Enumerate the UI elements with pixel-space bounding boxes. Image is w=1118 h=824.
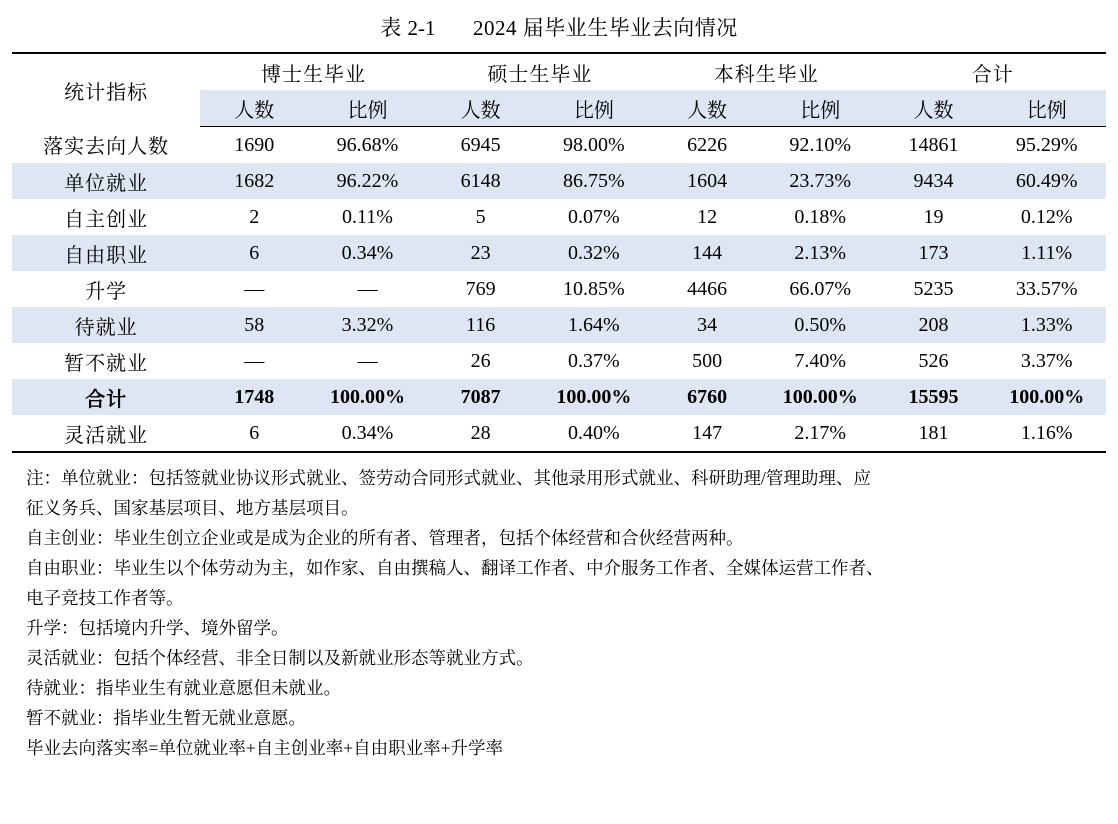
cell: 7087 <box>427 379 535 415</box>
cell: 0.34% <box>308 415 426 452</box>
table-row <box>12 127 1106 164</box>
cell: 173 <box>880 235 988 271</box>
cell: 6148 <box>427 163 535 199</box>
cell: 0.32% <box>535 235 653 271</box>
cell: — <box>357 349 378 372</box>
cell: 96.68% <box>336 133 399 156</box>
cell: 12 <box>697 205 718 228</box>
cell: 769 <box>465 277 496 300</box>
cell: 92.10% <box>789 133 852 156</box>
cell: 0.40% <box>535 415 653 452</box>
cell: 19 <box>923 205 944 228</box>
table-title-number: 2-1 <box>407 16 436 40</box>
table-row <box>12 163 1106 199</box>
table-row <box>12 271 1106 307</box>
cell: 6 <box>200 415 308 452</box>
cell: 1690 <box>234 133 275 156</box>
note-line: 灵活就业：包括个体经营、非全日制以及新就业形态等就业方式。 <box>26 648 534 668</box>
cell: 5235 <box>913 277 954 300</box>
cell: 0.34% <box>308 235 426 271</box>
row-label: 待就业 <box>12 307 200 343</box>
cell: 6945 <box>460 133 501 156</box>
cell: 0.50% <box>761 307 879 343</box>
cell: 86.75% <box>535 163 653 199</box>
cell: 9434 <box>880 163 988 199</box>
header-sub-6: 人数 <box>880 90 988 127</box>
row-label: 升学 <box>85 280 128 303</box>
cell: 95.29% <box>1015 133 1078 156</box>
graduate-destination-table <box>12 52 1106 453</box>
header-group-0: 博士生毕业 <box>200 53 426 90</box>
cell: 33.57% <box>1015 277 1078 300</box>
cell: — <box>244 349 265 372</box>
note-line: 暂不就业：指毕业生暂无就业意愿。 <box>26 708 306 728</box>
note-line: 自由职业：毕业生以个体劳动为主，如作家、自由撰稿人、翻译工作者、中介服务工作者、全媒体运营工作者、 <box>26 558 884 578</box>
cell: 7.40% <box>794 349 847 372</box>
cell: 1.64% <box>535 307 653 343</box>
cell: 1682 <box>200 163 308 199</box>
cell: 100.00% <box>987 379 1106 415</box>
cell: 96.22% <box>308 163 426 199</box>
cell: 23 <box>427 235 535 271</box>
cell: 98.00% <box>563 133 625 156</box>
cell: 6760 <box>653 379 761 415</box>
cell: 60.49% <box>987 163 1106 199</box>
table-notes <box>26 463 1098 763</box>
row-label: 暂不就业 <box>64 352 149 375</box>
cell: 34 <box>653 307 761 343</box>
table-title <box>12 12 1106 42</box>
note-line: 待就业：指毕业生有就业意愿但未就业。 <box>26 678 341 698</box>
row-label: 自由职业 <box>12 235 200 271</box>
header-sub-3: 比例 <box>535 90 653 127</box>
cell: 526 <box>918 349 949 372</box>
cell: 6 <box>200 235 308 271</box>
cell: 1.16% <box>987 415 1106 452</box>
table-header-groups <box>12 53 1106 90</box>
note-line: 自主创业：毕业生创立企业或是成为企业的所有者、管理者，包括个体经营和合伙经营两种。 <box>26 528 744 548</box>
cell: 66.07% <box>789 277 852 300</box>
cell: 26 <box>470 349 491 372</box>
header-sub-7: 比例 <box>987 90 1106 127</box>
cell: 2 <box>249 205 260 228</box>
header-group-3: 合计 <box>880 53 1107 90</box>
cell: 1604 <box>653 163 761 199</box>
cell: 0.11% <box>342 205 393 228</box>
row-label: 单位就业 <box>12 163 200 199</box>
note-line: 升学：包括境内升学、境外留学。 <box>26 618 289 638</box>
cell: 10.85% <box>563 277 625 300</box>
cell: 100.00% <box>308 379 426 415</box>
cell: 147 <box>653 415 761 452</box>
note-line: 电子竞技工作者等。 <box>26 588 184 608</box>
header-corner-label: 统计指标 <box>12 53 200 127</box>
row-label: 落实去向人数 <box>43 136 170 159</box>
cell: 100.00% <box>535 379 653 415</box>
cell: 0.18% <box>794 205 847 228</box>
cell: 6226 <box>687 133 728 156</box>
cell: 144 <box>653 235 761 271</box>
cell: 4466 <box>687 277 728 300</box>
cell: 1.33% <box>987 307 1106 343</box>
table-row <box>12 199 1106 235</box>
header-group-1: 硕士生毕业 <box>427 53 653 90</box>
cell: 0.07% <box>568 205 620 228</box>
cell: 58 <box>200 307 308 343</box>
cell: 1748 <box>200 379 308 415</box>
cell: 15595 <box>880 379 988 415</box>
cell: 14861 <box>908 133 959 156</box>
table-row <box>12 307 1106 343</box>
header-sub-5: 比例 <box>761 90 879 127</box>
cell: 500 <box>692 349 723 372</box>
row-label: 合计 <box>12 379 200 415</box>
header-sub-1: 比例 <box>308 90 426 127</box>
table-row <box>12 415 1106 452</box>
note-line: 毕业去向落实率=单位就业率+自主创业率+自由职业率+升学率 <box>26 738 503 758</box>
table-row <box>12 235 1106 271</box>
cell: — <box>244 277 265 300</box>
table-row <box>12 379 1106 415</box>
cell: 208 <box>880 307 988 343</box>
cell: 2.13% <box>761 235 879 271</box>
cell: 3.32% <box>308 307 426 343</box>
cell: 3.37% <box>1020 349 1073 372</box>
table-row <box>12 343 1106 379</box>
cell: 0.37% <box>568 349 620 372</box>
row-label: 自主创业 <box>64 208 149 231</box>
header-sub-2: 人数 <box>427 90 535 127</box>
cell: 23.73% <box>761 163 879 199</box>
header-sub-0: 人数 <box>200 90 308 127</box>
cell: 2.17% <box>761 415 879 452</box>
cell: 28 <box>427 415 535 452</box>
cell: 1.11% <box>987 235 1106 271</box>
table-title-text: 2024 届毕业生毕业去向情况 <box>473 16 738 40</box>
cell: — <box>357 277 378 300</box>
header-sub-4: 人数 <box>653 90 761 127</box>
cell: 181 <box>880 415 988 452</box>
table-title-prefix: 表 <box>380 16 402 40</box>
cell: 116 <box>427 307 535 343</box>
cell: 100.00% <box>761 379 879 415</box>
row-label: 灵活就业 <box>12 415 200 452</box>
cell: 0.12% <box>1020 205 1073 228</box>
header-group-2: 本科生毕业 <box>653 53 879 90</box>
note-line: 注：单位就业：包括签就业协议形式就业、签劳动合同形式就业、其他录用形式就业、科研助理/管理助理、应 <box>26 468 871 488</box>
cell: 5 <box>475 205 486 228</box>
note-line: 征义务兵、国家基层项目、地方基层项目。 <box>26 498 359 518</box>
